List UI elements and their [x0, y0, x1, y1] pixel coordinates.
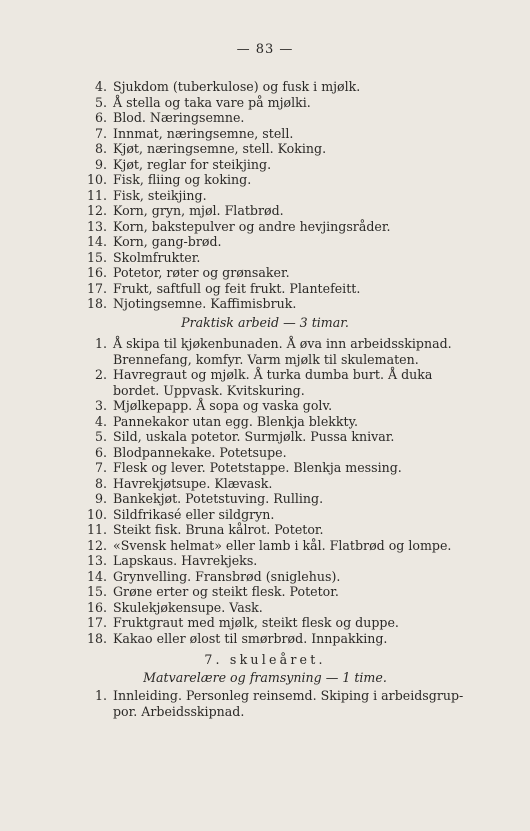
item-number: 10. — [86, 172, 107, 187]
item-text: Blod. Næringsemne. — [113, 110, 245, 125]
school-year-title: 7. skuleåret. — [204, 652, 326, 667]
item-text: Fisk, steikjing. — [113, 187, 207, 203]
item-number: 3. — [94, 398, 107, 413]
item-number: 1. — [94, 688, 107, 703]
item-number: 11. — [86, 187, 107, 203]
item-text: Sild, uskala potetor. Surmjølk. Pussa knivar. — [113, 429, 395, 444]
item-text: Grøne erter og steikt flesk. Potetor. — [113, 584, 339, 599]
item-text-continuation: por. Arbeidsskipnad. — [113, 703, 245, 719]
item-number: 15. — [86, 584, 107, 599]
item-text: Steikt fisk. Bruna kålrot. Potetor. — [113, 522, 324, 537]
item-number: 6. — [94, 110, 107, 125]
item-text: Kakao eller ølost til smørbrød. Innpakking. — [113, 630, 388, 646]
item-text: Lapskaus. Havrekjeks. — [113, 553, 258, 568]
item-number: 5. — [94, 94, 107, 110]
item-number: 10. — [86, 506, 107, 522]
item-text: Sjukdom (tuberkulose) og fusk i mjølk. — [113, 79, 361, 94]
item-text: Korn, gang-brød. — [113, 234, 222, 249]
item-number: 16. — [86, 265, 107, 280]
item-number: 16. — [86, 599, 107, 615]
item-text-continuation: Brennefang, komfyr. Varm mjølk til skulematen. — [113, 351, 419, 367]
item-number: 4. — [94, 79, 107, 94]
item-number: 4. — [94, 413, 107, 429]
page-number: — 83 — — [236, 42, 294, 57]
item-number: 11. — [86, 522, 107, 537]
item-text-block — [113, 688, 463, 719]
item-text: Kjøt, reglar for steikjing. — [113, 156, 272, 172]
item-text: «Svensk helmat» eller lamb i kål. Flatbrød og lompe. — [113, 537, 452, 553]
item-number: 1. — [94, 336, 107, 351]
item-number: 9. — [94, 156, 107, 172]
item-number: 17. — [86, 615, 107, 630]
item-text-continuation: bordet. Uppvask. Kvitskuring. — [113, 382, 305, 398]
item-text: Sildfrikasé eller sildgryn. — [113, 506, 275, 522]
item-text: Njotingsemne. Kaffimisbruk. — [113, 296, 297, 311]
item-number: 15. — [86, 249, 107, 265]
item-number: 8. — [94, 475, 107, 491]
item-text: Potetor, røter og grønsaker. — [113, 265, 290, 280]
item-text: Skulekjøkensupe. Vask. — [113, 599, 263, 615]
item-text: Pannekakor utan egg. Blenkja blekkty. — [113, 413, 359, 429]
item-number: 7. — [94, 125, 107, 141]
item-text: Blodpannekake. Potetsupe. — [113, 444, 287, 460]
item-text: Korn, gryn, mjøl. Flatbrød. — [113, 203, 284, 218]
item-number: 12. — [86, 537, 107, 553]
item-text: Bankekjøt. Potetstuving. Rulling. — [113, 491, 324, 506]
item-number: 6. — [94, 444, 107, 460]
item-text-block — [113, 336, 452, 367]
item-number: 12. — [86, 203, 107, 218]
item-text: Innleiding. Personleg reinsemd. Skiping i arbeidsgrup- — [113, 688, 464, 703]
item-text: Skolmfrukter. — [113, 249, 201, 265]
item-number: 13. — [86, 553, 107, 568]
item-text: Havregraut og mjølk. Å turka dumba burt. Å duka — [113, 367, 433, 382]
item-text: Kjøt, næringsemne, stell. Koking. — [113, 141, 327, 156]
item-text: Å skipa til kjøkenbunaden. Å øva inn arbeidsskipnad. — [113, 336, 452, 351]
item-text: Fruktgraut med mjølk, steikt flesk og duppe. — [113, 615, 399, 630]
item-text-block — [113, 367, 432, 398]
item-text: Grynvelling. Fransbrød (sniglehus). — [113, 568, 341, 584]
item-number: 7. — [94, 460, 107, 475]
item-text: Å stella og taka vare på mjølki. — [113, 94, 311, 110]
item-text: Mjølkepapp. Å sopa og vaska golv. — [113, 398, 333, 413]
item-text: Flesk og lever. Potetstappe. Blenkja messing. — [113, 460, 402, 475]
item-number: 17. — [86, 280, 107, 296]
item-number: 18. — [86, 630, 107, 646]
item-number: 14. — [86, 568, 107, 584]
item-number: 14. — [86, 234, 107, 249]
item-number: 9. — [94, 491, 107, 506]
section-heading-practical: Praktisk arbeid — 3 timar. — [181, 315, 349, 330]
item-number: 5. — [94, 429, 107, 444]
item-text: Innmat, næringsemne, stell. — [113, 125, 294, 141]
item-text: Fisk, fliing og koking. — [113, 172, 252, 187]
item-text: Frukt, saftfull og feit frukt. Plantefeitt. — [113, 280, 361, 296]
item-number: 2. — [94, 367, 107, 382]
item-text: Havrekjøtsupe. Klævask. — [113, 475, 273, 491]
item-number: 8. — [94, 141, 107, 156]
item-text: Korn, bakstepulver og andre hevjingsråder. — [113, 218, 391, 234]
item-number: 13. — [86, 218, 107, 234]
section-heading-food-science: Matvarelære og framsyning — 1 time. — [143, 670, 387, 685]
item-number: 18. — [86, 296, 107, 311]
